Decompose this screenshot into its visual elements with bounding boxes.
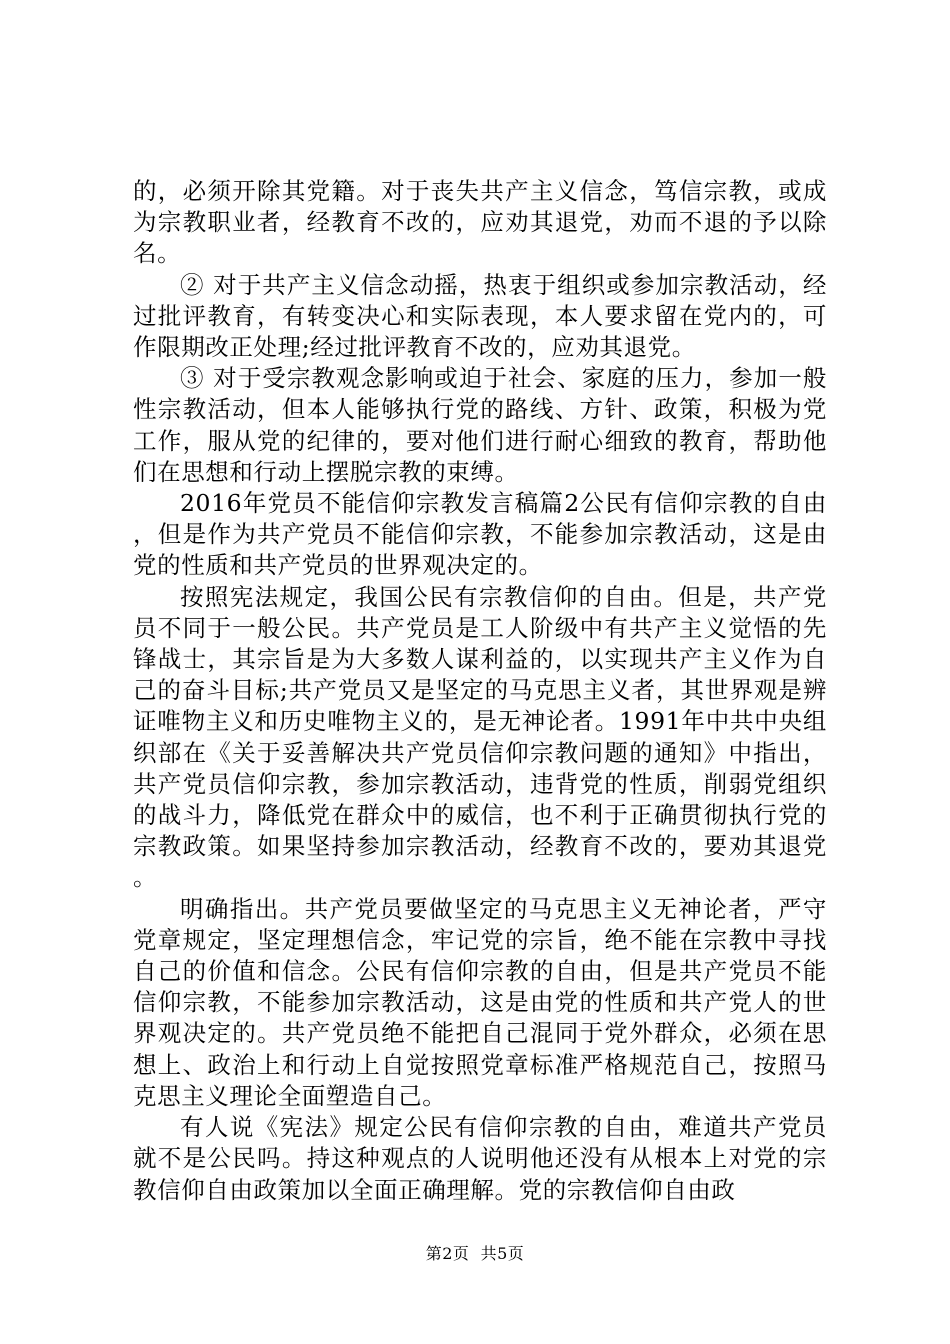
paragraph-2: ② 对于共产主义信念动摇，热衷于组织或参加宗教活动，经过批评教育，有转变决心和实际表现，本人要求留在党内的，可作限期改正处理;经过批评教育不改的，应劝其退党。 xyxy=(133,270,827,362)
paragraph-6: 明确指出。共产党员要做坚定的马克思主义无神论者，严守党章规定，坚定理想信念，牢记党的宗旨，绝不能在宗教中寻找自己的价值和信念。公民有信仰宗教的自由，但是共产党员不能信仰宗教，不能参加宗教活动，这是由党的性质和共产党人的世界观决定的。共产党员绝不能把自己混同于党外群众，必须在思想上、政治上和行动上自觉按照党章标准严格规范自己，按照马克思主义理论全面塑造自己。 xyxy=(133,894,827,1110)
paragraph-3: ③ 对于受宗教观念影响或迫于社会、家庭的压力，参加一般性宗教活动，但本人能够执行党的路线、方针、政策，积极为党工作，服从党的纪律的，要对他们进行耐心细致的教育，帮助他们在思想和行动上摆脱宗教的束缚。 xyxy=(133,364,827,486)
page-footer xyxy=(0,1244,950,1264)
paragraph-5: 按照宪法规定，我国公民有宗教信仰的自由。但是，共产党员不同于一般公民。共产党员是工人阶级中有共产主义觉悟的先锋战士，其宗旨是为大多数人谋利益的，以实现共产主义作为自己的奋斗目标;共产党员又是坚定的马克思主义者，其世界观是辨证唯物主义和历史唯物主义的，是无神论者。1991年中共中央组织部在《关于妥善解决共产党员信仰宗教问题的通知》中指出，共产党员信仰宗教，参加宗教活动，违背党的性质，削弱党组织的战斗力，降低党在群众中的威信，也不利于正确贯彻执行党的宗教政策。如果坚持参加宗教活动，经教育不改的，要劝其退党。 xyxy=(133,582,827,892)
paragraph-4: 2016年党员不能信仰宗教发言稿篇2公民有信仰宗教的自由，但是作为共产党员不能信仰宗教，不能参加宗教活动，这是由党的性质和共产党员的世界观决定的。 xyxy=(133,489,827,580)
footer-spacer xyxy=(469,1244,480,1263)
paragraph-7: 有人说《宪法》规定公民有信仰宗教的自由，难道共产党员就不是公民吗。持这种观点的人说明他还没有从根本上对党的宗教信仰自由政策加以全面正确理解。党的宗教信仰自由政 xyxy=(133,1113,827,1204)
paragraph-1: 的，必须开除其党籍。对于丧失共产主义信念，笃信宗教，或成为宗教职业者，经教育不改的，应劝其退党，劝而不退的予以除名。 xyxy=(133,177,827,268)
page-total: 共5页 xyxy=(480,1244,525,1263)
page-number: 第2页 xyxy=(425,1244,470,1263)
document-body xyxy=(133,176,827,1206)
